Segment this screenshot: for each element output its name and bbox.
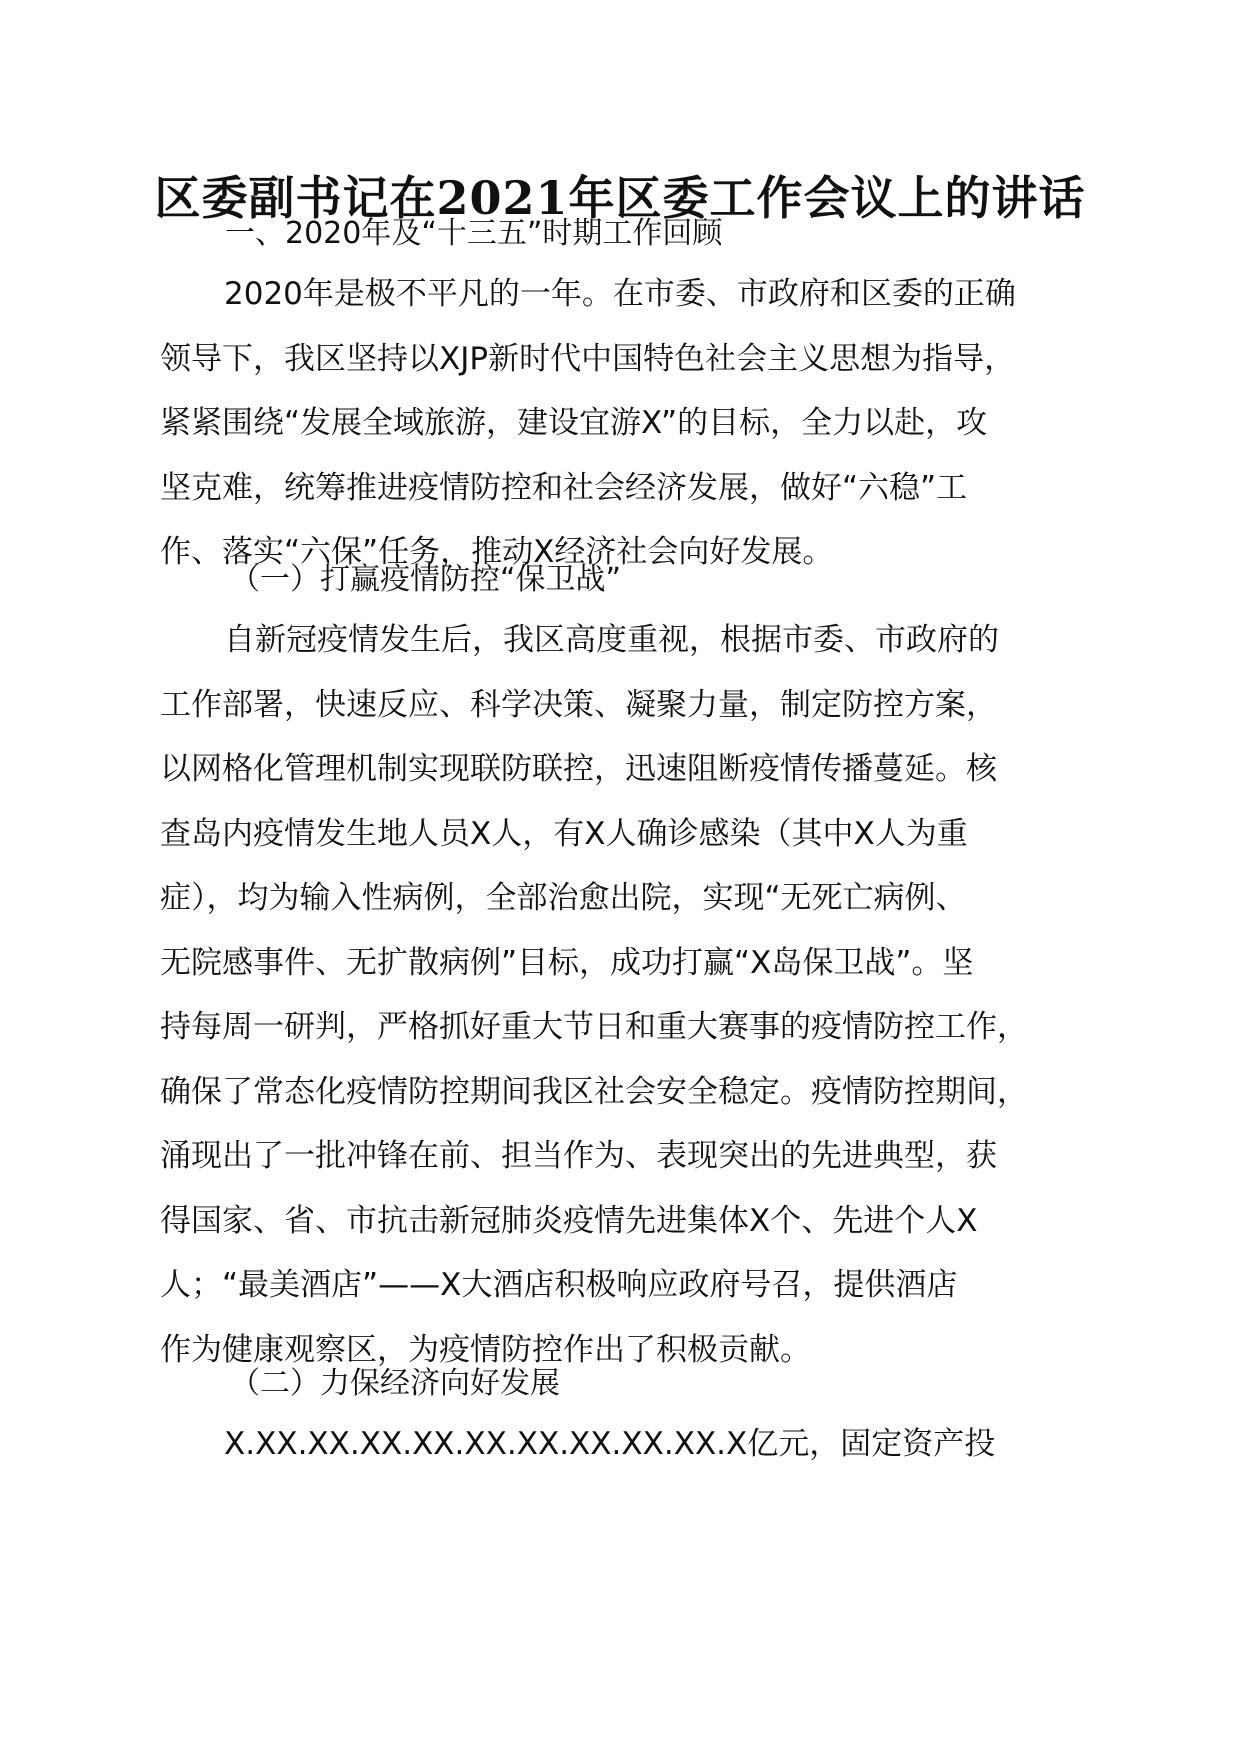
paragraph-line: 得国家、省、市抗击新冠肺炎疫情先进集体X个、先进个人X (160, 1202, 978, 1239)
subsection-heading: （一）打赢疫情防控“保卫战” (230, 562, 622, 597)
paragraph-line: 2020年是极不平凡的一年。在市委、市政府和区委的正确 (224, 276, 1016, 312)
paragraph-line: 工作部署，快速反应、科学决策、凝聚力量，制定防控方案， (160, 686, 997, 723)
paragraph-epidemic (160, 608, 1120, 1382)
subsection-heading: （二）力保经济向好发展 (230, 1366, 560, 1401)
paragraph-line: 坚克难，统筹推进疫情防控和社会经济发展，做好“六稳”工 (160, 469, 968, 506)
paragraph-line: 作、落实“六保”任务，推动X经济社会向好发展。 (160, 534, 834, 570)
paragraph-intro (160, 262, 1120, 585)
paragraph-line: 紧紧围绕“发展全域旅游，建设宜游X”的目标，全力以赴，攻 (160, 405, 988, 441)
paragraph-line: 以网格化管理机制实现联防联控，迅速阻断疫情传播蔓延。核 (160, 751, 997, 787)
paragraph-line: 自新冠疫情发生后，我区高度重视，根据市委、市政府的 (224, 622, 999, 658)
paragraph-line: 涌现出了一批冲锋在前、担当作为、表现突出的先进典型，获 (160, 1138, 997, 1174)
section-heading: 一、2020年及“十三五”时期工作回顾 (225, 216, 723, 251)
paragraph-line: 确保了常态化疫情防控期间我区社会安全稳定。疫情防控期间， (160, 1073, 1028, 1110)
paragraph-line: 人；“最美酒店”——X大酒店积极响应政府号召，提供酒店 (160, 1267, 958, 1303)
paragraph-line: 持每周一研判，严格抓好重大节日和重大赛事的疫情防控工作， (160, 1009, 1028, 1045)
paragraph-line: 查岛内疫情发生地人员X人，有X人确诊感染（其中X人为重 (160, 815, 968, 852)
paragraph-line: 作为健康观察区，为疫情防控作出了积极贡献。 (160, 1331, 811, 1368)
paragraph-line: 无院感事件、无扩散病例”目标，成功打赢“X岛保卫战”。坚 (160, 944, 974, 981)
paragraph-line: X.XX.XX.XX.XX.XX.XX.XX.XX.XX.X亿元，固定资产投 (224, 1426, 996, 1462)
paragraph-line: 症），均为输入性病例，全部治愈出院，实现“无死亡病例、 (160, 880, 967, 916)
paragraph-economy (160, 1412, 1120, 1477)
paragraph-line: 领导下，我区坚持以XJP新时代中国特色社会主义思想为指导， (160, 340, 1016, 377)
document-title: 区委副书记在2021年区委工作会议上的讲话 (154, 171, 1086, 225)
